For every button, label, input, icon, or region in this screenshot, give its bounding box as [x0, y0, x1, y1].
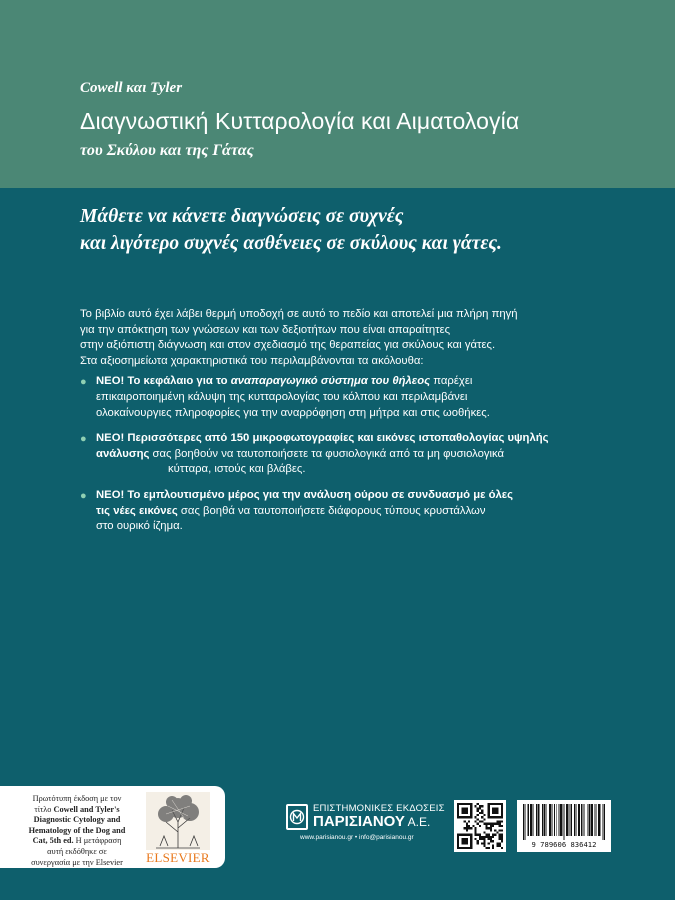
- description: [80, 307, 590, 535]
- orig-line-1: Πρωτότυπη έκδοση με τον: [32, 794, 122, 803]
- publisher-contact: www.parisianou.gr • info@parisianou.gr: [300, 834, 414, 841]
- feature-2-line-3: κύτταρα, ιστούς και βλάβες.: [168, 463, 306, 476]
- bullet-icon: ●: [80, 433, 87, 446]
- orig-line-2: τίτλο: [34, 804, 54, 814]
- publisher-tagline: ΕΠΙΣΤΗΜΟΝΙΚΕΣ ΕΚΔΟΣΕΙΣ: [313, 803, 445, 814]
- feature-1-line-3: ολοκαίνουργιες πληροφορίες για την αναρρόφηση στη μήτρα και στις ωοθήκες.: [96, 406, 490, 419]
- tagline-line-1: Μάθετε να κάνετε διαγνώσεις σε συχνές: [80, 206, 404, 227]
- qr-code-icon: [457, 803, 503, 849]
- orig-line-4: Hematology of the Dog and: [28, 825, 126, 835]
- orig-line-6: αυτή εκδόθηκε σε: [47, 846, 107, 856]
- feature-3-line-3: στο ουρικό ίζημα.: [96, 520, 183, 533]
- intro-line-2: για την απόκτηση των γνώσεων και των δεξιοτήτων που είναι απαραίτητες: [80, 323, 451, 336]
- publisher-suffix: Α.Ε.: [404, 815, 431, 829]
- feature-2-bold: ΝΕΟ! Περισσότερες από 150 μικροφωτογραφίες και εικόνες ιστοπαθολογίας υψηλής: [96, 432, 549, 445]
- feature-3-line-2-rest: σας βοηθά να ταυτοποιήσετε διάφορους τύπους κρυστάλλων: [177, 504, 486, 517]
- feature-3-line-2-bold: τις νέες εικόνες: [96, 504, 178, 517]
- barcode: [517, 800, 611, 852]
- elsevier-tree-icon: [146, 792, 210, 850]
- feature-list: [80, 374, 590, 534]
- publisher-name: [313, 813, 430, 830]
- orig-line-5: Η μετάφραση: [73, 836, 122, 846]
- feature-1-emphasis: αναπαραγωγικό σύστημα του θήλεος: [230, 375, 431, 388]
- feature-item-1: [80, 374, 590, 421]
- feature-3-bold: ΝΕΟ! Το εμπλουτισμένο μέρος για την ανάλυση ούρου σε συνδυασμό με όλες: [96, 488, 514, 501]
- tagline: [80, 203, 640, 257]
- feature-2-line-2-rest: σας βοηθούν να ταυτοποιήσετε τα φυσιολογικά από τα μη φυσιολογικά: [149, 447, 505, 460]
- feature-item-2: [80, 431, 590, 478]
- bullet-icon: ●: [80, 376, 87, 389]
- isbn-number: 9 789606 836412: [531, 840, 597, 849]
- feature-1-rest: παρέχει: [430, 375, 473, 388]
- orig-line-7: συνεργασία με την Elsevier: [31, 857, 123, 867]
- orig-line-3: Diagnostic Cytology and: [33, 815, 121, 825]
- book-subtitle: του Σκύλου και της Γάτας: [80, 142, 254, 159]
- elsevier-logo-text: ELSEVIER: [146, 850, 210, 865]
- intro-line-1: Το βιβλίο αυτό έχει λάβει θερμή υποδοχή σε αυτό το πεδίο και αποτελεί μια πλήρη πηγή: [80, 308, 518, 320]
- original-edition-note: [14, 794, 140, 868]
- header-band: [0, 0, 675, 188]
- feature-1-line-2: επικαιροποιημένη κάλυψη της κυτταρολογίας του κόλπου και περιλαμβάνει: [96, 390, 468, 403]
- bullet-icon: ●: [80, 489, 87, 502]
- feature-1-bold: ΝΕΟ! Το κεφάλαιο για το: [96, 375, 231, 388]
- orig-line-2-bold: Cowell and Tyler's: [53, 804, 120, 814]
- feature-2-line-2-bold: ανάλυσης: [96, 447, 150, 460]
- original-edition-box: [0, 786, 225, 868]
- feature-item-3: [80, 488, 590, 535]
- book-title: Διαγνωστική Κυτταρολογία και Αιματολογία: [80, 108, 520, 134]
- tagline-line-2: και λιγότερο συχνές ασθένειες σε σκύλους και γάτες.: [80, 233, 502, 254]
- publisher-logo-icon: [286, 804, 308, 830]
- qr-code: [454, 800, 506, 852]
- orig-line-5-bold: Cat, 5th ed.: [32, 836, 74, 846]
- authors: Cowell και Tyler: [80, 80, 183, 96]
- intro-line-4: Στα αξιοσημείωτα χαρακτηριστικά του περιλαμβάνονται τα ακόλουθα:: [80, 354, 424, 367]
- intro-paragraph: [80, 307, 590, 369]
- barcode-icon: [523, 804, 605, 840]
- intro-line-3: στην αξιόπιστη διάγνωση και στον σχεδιασμό της θεραπείας για σκύλους και γάτες.: [80, 339, 496, 352]
- publisher-name-text: ΠΑΡΙΣΙΑΝΟΥ: [313, 813, 405, 830]
